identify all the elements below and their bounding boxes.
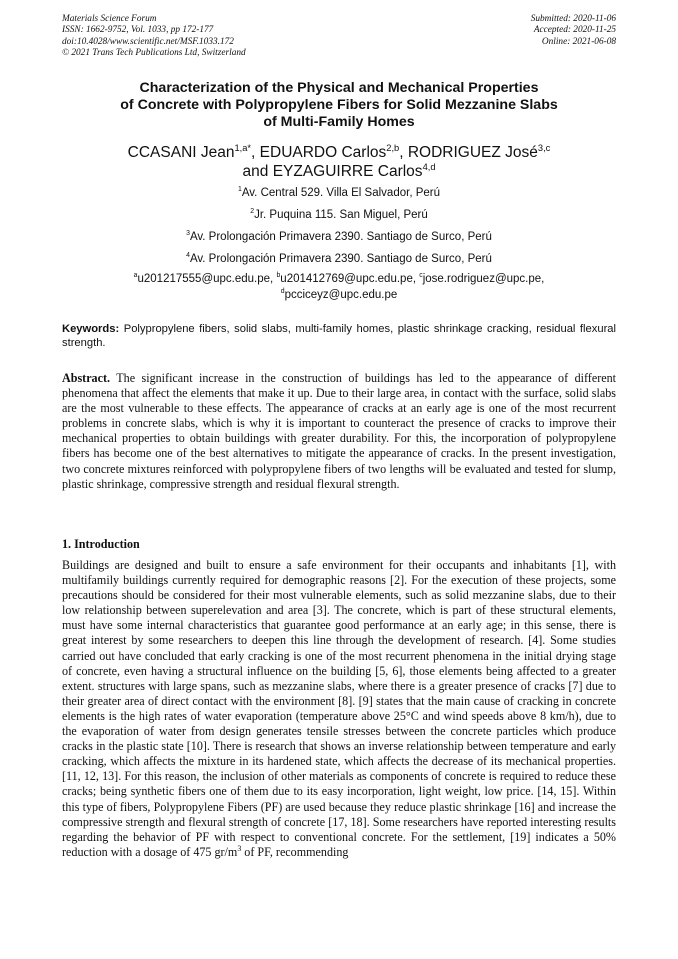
email-link[interactable]: jose.rodriguez@upc.pe,: [422, 273, 545, 285]
email-sup: b: [276, 272, 281, 280]
online-date: Online: 2021-06-08: [541, 36, 616, 47]
author-sup: 4,d: [422, 161, 436, 172]
affiliation: [62, 252, 616, 266]
publication-dates: [531, 14, 616, 48]
submitted-date: Submitted: 2020-11-06: [530, 14, 616, 24]
author-name: EDUARDO Carlos: [259, 144, 387, 161]
unit-superscript: 3: [237, 843, 242, 853]
author-name: CCASANI Jean: [127, 144, 235, 161]
affiliation-text: Av. Prolongación Primavera 2390. Santiago de Surco, Perú: [189, 253, 492, 265]
author-line: [62, 163, 616, 182]
affiliation-text: Av. Prolongación Primavera 2390. Santiago de Surco, Perú: [189, 231, 492, 243]
email-sup: d: [280, 287, 285, 295]
introduction-body: [62, 558, 616, 860]
email-line: [62, 288, 616, 304]
author-line: CCASANI Jean$^{1,a*}$, EDUARDO Carlos$^{2,b}$, RODRIGUEZ José$^{3,c}$: [127, 142, 551, 161]
title-line: of Multi-Family Homes: [263, 114, 415, 131]
affiliation-sup: 4: [186, 252, 190, 260]
copyright-line: © 2021 Trans Tech Publications Ltd, Switzerland: [62, 48, 246, 59]
abstract-label: Abstract.: [62, 371, 111, 385]
affiliation-text: Av. Central 529. Villa El Salvador, Perú: [241, 187, 440, 199]
keywords: [62, 322, 616, 350]
affiliation: [62, 230, 616, 244]
affiliation: [62, 208, 616, 222]
author-name: RODRIGUEZ José: [407, 144, 538, 161]
email-sup: a: [133, 272, 138, 280]
introduction-text: Buildings are designed and built to ensure a safe environment for their occupants and inhabitants [1], with multifamily buildings currently required for demographic reasons [2]. For the execution of these projects, some precautions should be considered for their most vulnerable elements, such as solid mezzanine slabs, due to their low relationship between superelevation and area [3]. The concrete, which is part of these structural elements, must have some internal characteristics that guarantee good performance at an early age; in this sense, there is great interest by some researchers to deepen this line through the development of research. [4]. Some studies carried out have concluded that early cracking is one of the most recurrent phenomena in the initial drying stage of concrete, even having a structural influence on the building [5, 6], those elements being affected to a greater extent. structures with large spans, such as mezzanine slabs, where there is a greater presence of cracks [7] due to their greater area of direct contact with the environment [8]. [9] states that the main cause of cracking in concrete elements is the high rates of water evaporation (temperature above 25°C and wind speeds above 8 km/h), due to the evaporation of water from design generates tensile stresses between the concrete particles which produce cracks in the plastic state [10]. There is research that shows an inverse relationship between temperature and early cracking, which affects the mixture in its hardened state, which affects the decrease of its mechanical properties.[11, 12, 13]. For this reason, the inclusion of other materials as components of concrete is required to reduce these cracks; being synthetic fibers one of them due to its easy incorporation, light weight, low price. [14, 15]. Within this type of fibers, Polypropylene Fibers (PF) are used because they reduce plastic shrinkage [16] and increase the compressive strength and flexural strength of concrete [17, 18]. Some researchers have reported interesting results regarding the behavior of PF with respect to conventional concrete. For the settlement, [19] indicates a 50% reduction with a dosage of 475 gr/m: [62, 558, 616, 859]
keywords-text: Polypropylene fibers, solid slabs, multi-family homes, plastic shrinkage cracking, residual flexural strength.: [62, 323, 616, 350]
author-sup: 2,b: [386, 142, 400, 153]
author-name: EYZAGUIRRE Carlos: [272, 162, 423, 180]
accepted-date: Accepted: 2020-11-25: [533, 25, 616, 36]
affiliation-sup: 2: [250, 208, 255, 216]
author-list: [62, 144, 616, 181]
keywords-label: Keywords:: [62, 323, 120, 335]
email-sup: c: [419, 272, 423, 280]
author-sup: 3,c: [537, 142, 551, 153]
title-line: of Concrete with Polypropylene Fibers for Solid Mezzanine Slabs: [120, 97, 558, 114]
section-heading: 1. Introduction: [62, 537, 140, 551]
doi-line: doi:10.4028/www.scientific.net/MSF.1033.172: [62, 36, 234, 47]
abstract-text: The significant increase in the construction of buildings has led to the appearance of different phenomena that affect the elements that make it up. Due to their large area, in contact with the surface, solid slabs are the most vulnerable to these effects. The appearance of cracks at an early age is one of the most recurrent problems in concrete slabs, which is why it is important to counteract the presence of cracks to improve their mechanical properties to obtain buildings with greater durability. For this, the incorporation of polypropylene fibers has become one of the best alternatives to mitigate the appearance of cracks. In the present investigation, two concrete mixtures reinforced with polypropylene fibers of two lengths will be evaluated and tested for slump, plastic shrinkage, compressive strength and residual flexural strength.: [62, 371, 616, 491]
email-link[interactable]: u201412769@upc.edu.pe,: [280, 273, 417, 285]
introduction-tail: of PF, recommending: [241, 844, 349, 859]
affiliation-sup: 1: [237, 186, 242, 194]
author-emails: [62, 272, 616, 303]
issn-line: ISSN: 1662-9752, Vol. 1033, pp 172-177: [62, 25, 214, 36]
email-link[interactable]: pcciceyz@upc.edu.pe: [284, 288, 398, 301]
journal-info: [62, 14, 246, 60]
affiliation: [62, 186, 616, 200]
journal-name: Materials Science Forum: [62, 14, 157, 24]
affiliation-sup: 3: [186, 230, 190, 238]
affiliation-text: Jr. Puquina 115. San Miguel, Perú: [254, 209, 428, 221]
email-link[interactable]: u201217555@upc.edu.pe,: [137, 273, 274, 285]
title-line: Characterization of the Physical and Mechanical Properties: [139, 80, 539, 96]
author-sup: 1,a*: [234, 142, 252, 153]
abstract: [62, 371, 616, 492]
paper-title: [62, 80, 616, 132]
email-line: [62, 272, 616, 288]
author-and: and: [242, 162, 269, 180]
